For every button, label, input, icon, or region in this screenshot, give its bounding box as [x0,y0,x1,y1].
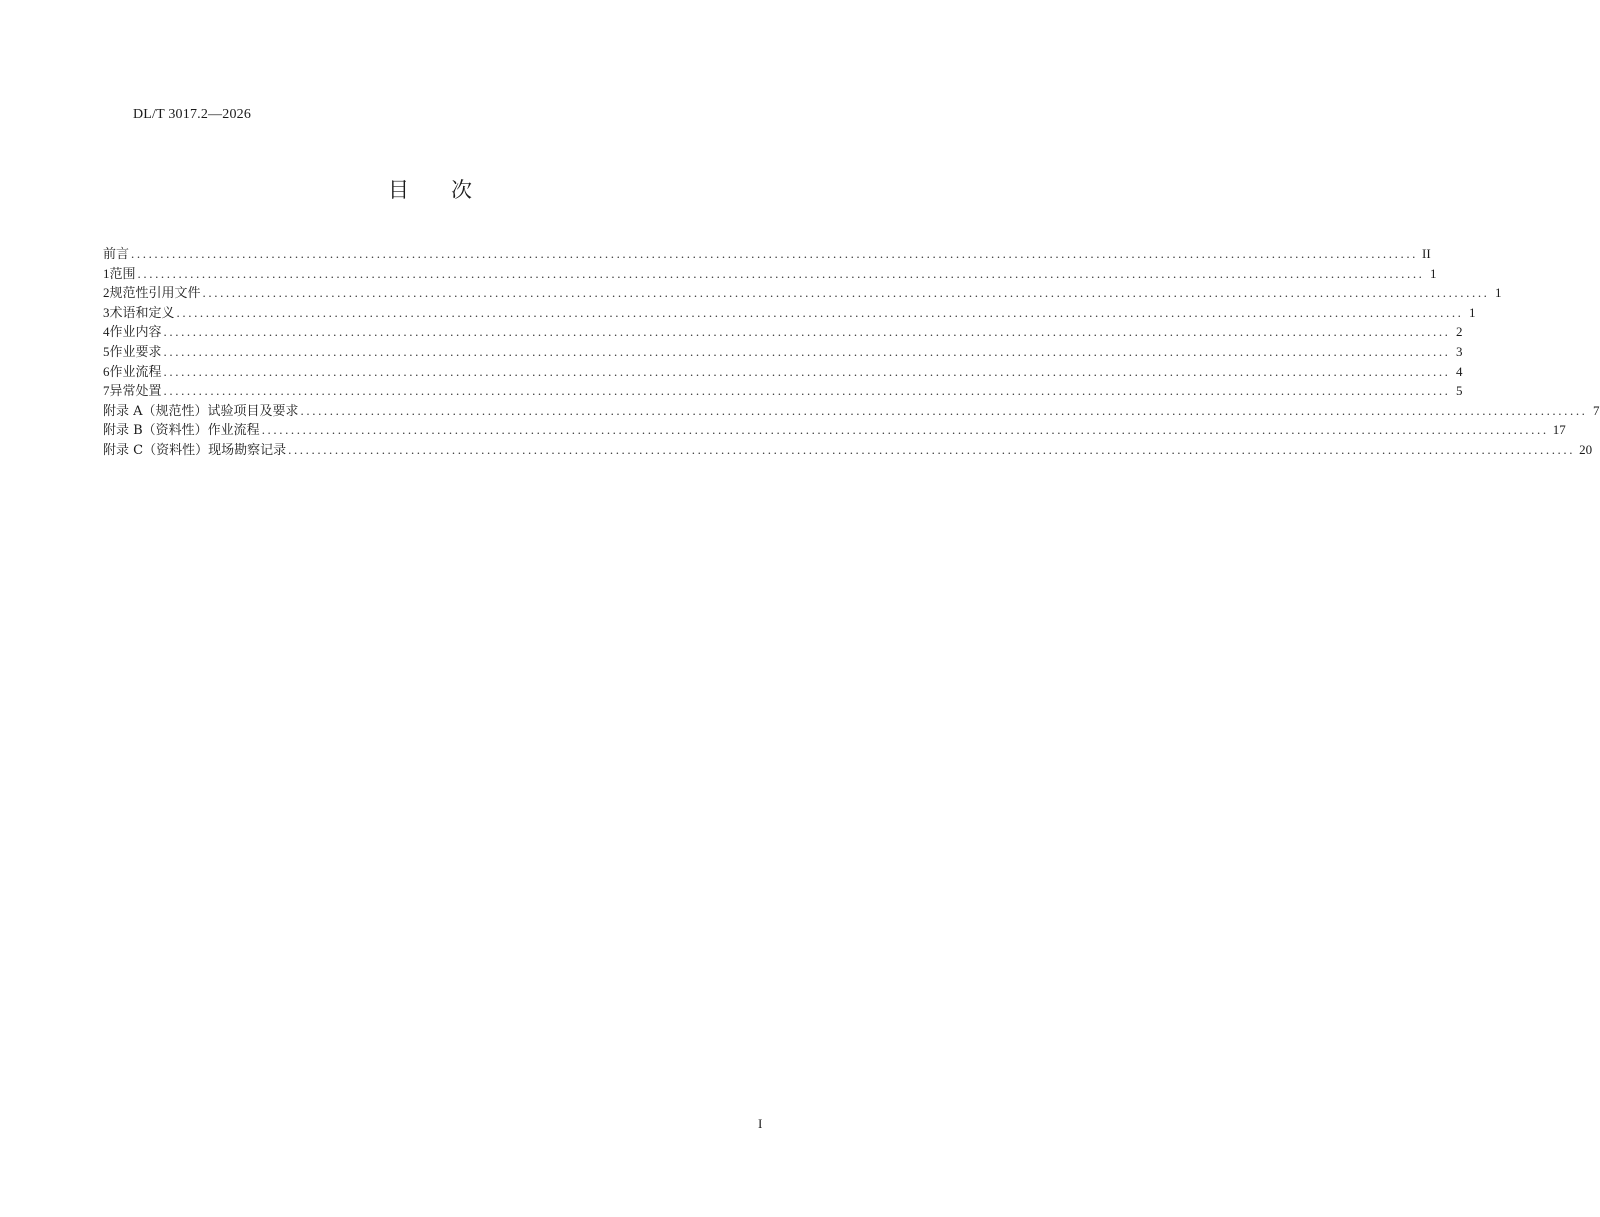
toc-entry-1[interactable] [103,264,1437,284]
toc-entry-label: 作业流程 [109,364,162,380]
toc-leader-dots: ............................................................................................................................................................................................................................ [176,304,1464,320]
toc-entry-3[interactable] [103,303,1476,323]
toc-entry-number: 3 [103,304,110,320]
toc-entry-4[interactable] [103,322,1463,342]
toc-entry-label: 附录 A（规范性）试验项目及要求 [103,403,299,419]
toc-entry-page: 1 [1469,304,1476,320]
toc-entry-label: 规范性引用文件 [109,286,201,302]
toc-entry-label: 附录 B（资料性）作业流程 [103,423,260,439]
toc-leader-dots: ............................................................................................................................................................................................................................ [163,383,1451,399]
toc-entry-number: 2 [103,285,110,301]
toc-leader-dots: ............................................................................................................................................................................................................................ [163,343,1451,359]
toc-entry-6[interactable] [103,362,1463,382]
toc-entry-label: 前言 [103,247,130,262]
toc-entry-7[interactable] [103,381,1463,401]
toc-entry-2[interactable] [103,283,1502,303]
page-number: I [758,1116,763,1131]
document-code: DL/T 3017.2—2026 [133,107,252,122]
toc-title-char-2: 次 [451,178,472,202]
toc-leader-dots: ............................................................................................................................................................................................................................ [163,324,1451,340]
toc-entry-number: 4 [103,324,110,340]
toc-entry-page: 4 [1456,363,1463,379]
toc-entry-page: II [1422,246,1431,261]
toc-entry-label: 异常处置 [109,384,162,400]
toc-entry-number: 7 [103,383,110,399]
toc-entry-appendix-a[interactable] [103,401,1600,421]
toc-leader-dots: ............................................................................................................................................................................................................................ [261,422,1549,438]
toc-leader-dots: ............................................................................................................................................................................................................................ [300,402,1588,418]
toc-entry-page: 3 [1456,343,1463,359]
toc-entry-preface[interactable] [103,244,1431,264]
toc-leader-dots: ............................................................................................................................................................................................................................ [137,265,1425,281]
toc-entry-page: 2 [1456,324,1463,340]
toc-leader-dots: ............................................................................................................................................................................................................................ [131,246,1419,261]
toc-entry-page: 17 [1552,422,1566,438]
toc-entry-number: 6 [103,363,110,379]
toc-entry-number: 5 [103,343,110,359]
table-of-contents [103,244,1600,460]
toc-entry-label: 术语和定义 [109,305,175,321]
toc-entry-appendix-b[interactable] [103,420,1566,440]
toc-entry-page: 5 [1456,383,1463,399]
toc-entry-label: 附录 C（资料性）现场勘察记录 [103,442,287,458]
toc-entry-page: 1 [1430,265,1437,281]
toc-entry-appendix-c[interactable] [103,440,1593,460]
toc-leader-dots: ............................................................................................................................................................................................................................ [288,441,1576,457]
toc-entry-label: 作业要求 [109,344,162,360]
toc-leader-dots: ............................................................................................................................................................................................................................ [163,363,1451,379]
toc-entry-page: 20 [1579,441,1593,457]
toc-entry-5[interactable] [103,342,1463,362]
toc-entry-number: 1 [103,265,110,281]
toc-entry-page: 1 [1495,285,1502,301]
toc-title [0,176,860,204]
toc-entry-label: 范围 [109,266,136,282]
toc-entry-page: 7 [1593,402,1600,418]
toc-entry-label: 作业内容 [109,325,162,341]
toc-leader-dots: ............................................................................................................................................................................................................................ [202,285,1490,301]
toc-title-char-1: 目 [388,178,409,202]
